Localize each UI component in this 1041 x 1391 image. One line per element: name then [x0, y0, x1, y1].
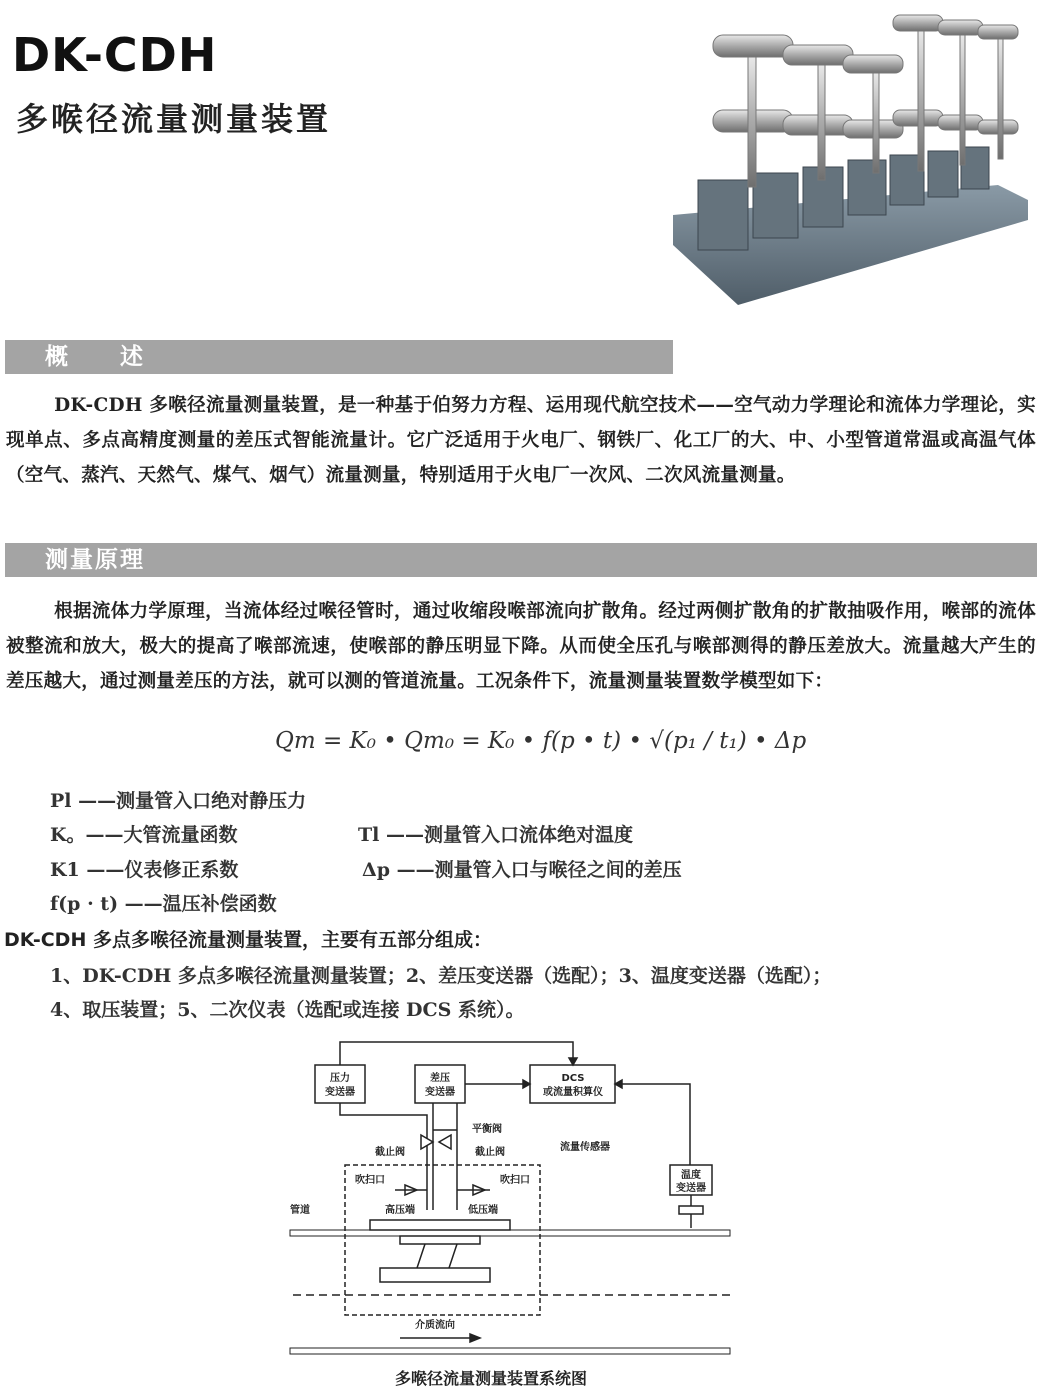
definition-k1: K1 ——仪表修正系数 — [50, 859, 239, 881]
stop-valve-left-label: 截止阀 — [375, 1147, 405, 1158]
definition-t1: Tl ——测量管入口流体绝对温度 — [358, 824, 633, 846]
purge-right-label: 吹扫口 — [500, 1175, 530, 1186]
principle-paragraph: 根据流体力学原理，当流体经过喉径管时，通过收缩段喉部流向扩散角。经过两侧扩散角的扩散抽吸作用，喉部的流体被整流和放大，极大的提高了喉部流速，使喉部的静压明显下降。从而使全压孔与喉部测得的静压差放大。流量越大产生的差压越大，通过测量差压的方法，就可以测的管道流量。工况条件下，流量测量装置数学模型如下： — [6, 601, 1036, 692]
definition-fpt: f(p · t) ——温压补偿函数 — [50, 893, 277, 915]
flow-direction-label: 介质流向 — [415, 1320, 455, 1331]
overview-section-bar: 概 述 — [5, 340, 673, 374]
balance-valve-label: 平衡阀 — [472, 1124, 502, 1135]
definition-k0: K。——大管流量函数 — [50, 824, 238, 846]
document-title: DK-CDH — [12, 28, 218, 82]
composition-line-1: 1、DK-CDH 多点多喉径流量测量装置；2、差压变送器（选配）；3、温度变送器（选配）； — [50, 965, 832, 987]
composition-title: DK-CDH 多点多喉径流量测量装置，主要有五部分组成： — [4, 929, 492, 951]
dcs-label-1: DCS — [561, 1073, 585, 1084]
product-photo — [668, 5, 1033, 310]
definition-p1: Pl ——测量管入口绝对静压力 — [50, 790, 307, 812]
dcs-label-2: 或流量积算仪 — [543, 1087, 603, 1098]
pressure-transmitter-label-1: 压力 — [330, 1073, 350, 1084]
composition-line-2: 4、取压装置；5、二次仪表（选配或连接 DCS 系统）。 — [50, 999, 525, 1021]
overview-paragraph: DK-CDH 多喉径流量测量装置，是一种基于伯努力方程、运用现代航空技术——空气动力学理论和流体力学理论，实现单点、多点高精度测量的差压式智能流量计。它广泛适用于火电厂、钢铁厂、化工厂的大、中、小型管道常温或高温气体（空气、蒸汽、天然气、煤气、烟气）流量测量，特别适用于火电厂一次风、二次风流量测量。 — [6, 395, 1036, 486]
dp-transmitter-label-2: 变送器 — [425, 1087, 455, 1098]
pipe-label: 管道 — [290, 1205, 310, 1216]
document-subtitle: 多喉径流量测量装置 — [16, 100, 332, 138]
diagram-caption: 多喉径流量测量装置系统图 — [395, 1369, 588, 1388]
pressure-transmitter-label-2: 变送器 — [325, 1087, 355, 1098]
principle-section-bar: 测量原理 — [5, 543, 1037, 577]
flow-formula: Qm = K₀ • Qm₀ = K₀ • f(p • t) • √(p₁ / t₁) • Δp — [275, 728, 807, 754]
definition-dp: Δp ——测量管入口与喉径之间的差压 — [362, 859, 682, 881]
dp-transmitter-label-1: 差压 — [430, 1073, 450, 1084]
stop-valve-right-label: 截止阀 — [475, 1147, 505, 1158]
system-diagram — [285, 1030, 740, 1360]
low-side-label: 低压端 — [468, 1205, 498, 1216]
temp-transmitter-label-1: 温度 — [681, 1170, 701, 1181]
flow-sensor-label: 流量传感器 — [560, 1142, 610, 1153]
high-side-label: 高压端 — [385, 1205, 415, 1216]
temp-transmitter-label-2: 变送器 — [676, 1183, 706, 1194]
purge-left-label: 吹扫口 — [355, 1175, 385, 1186]
